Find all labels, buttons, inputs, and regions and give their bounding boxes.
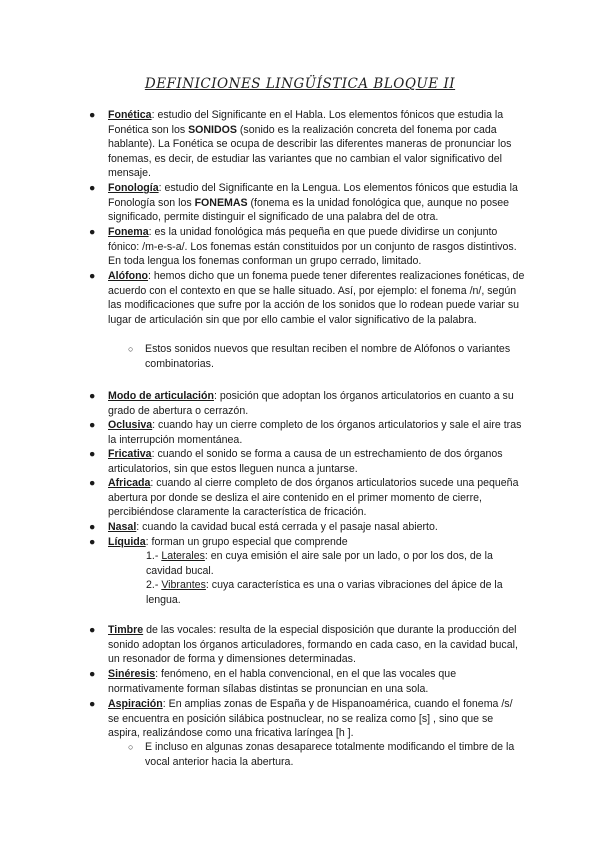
bullet-icon: ● <box>89 270 96 282</box>
list-item-sineresis <box>89 667 526 696</box>
list-item-alofono <box>89 269 526 327</box>
bullet-icon: ● <box>89 624 96 636</box>
definition-text: (sonido es la realización concreta del fonema por cada hablante). La Fonética se ocupa de describir las diferentes maneras de pronunciar los fonemas, es decir, de estudiar las variantes que no cambian el valor significativo del mensaje. <box>108 123 512 180</box>
term-timbre: Timbre <box>108 624 144 636</box>
definition-text: : es la unidad fonológica más pequeña en que puede dividirse un conjunto fónico: /m-e-s-a/. Los fonemas están constituidos por un conjunto de rasgos distintivos. En toda lengua los fonemas conforman un grupo cerrado, limitado. <box>108 226 517 268</box>
page-title: DEFINICIONES LINGÜÍSTICA BLOQUE II <box>144 76 456 92</box>
sub-item-laterales <box>146 549 526 578</box>
sub-item-text: Estos sonidos nuevos que resultan reciben el nombre de Alófonos o variantes combinatorias. <box>145 343 511 370</box>
bullet-icon: ● <box>89 419 96 431</box>
list-item-timbre <box>89 623 526 667</box>
term-nasal: Nasal <box>108 521 137 533</box>
list-item-africada <box>89 476 526 520</box>
sub-item-text: : en cuya emisión el aire sale por un lado, o por los dos, de la cavidad bucal. <box>146 550 493 577</box>
list-item-aspiracion <box>89 697 526 741</box>
definition-text: : cuando al cierre completo de dos órganos articulatorios sucede una pequeña abertura por donde se desliza el aire contenido en el primer momento de cierre, percibiéndose claramente la característica de fricación. <box>108 477 519 519</box>
term-fonetica: Fonética <box>108 109 152 121</box>
term-vibrantes: Vibrantes <box>161 579 206 591</box>
term-fonologia: Fonología <box>108 182 159 194</box>
definition-text: : fenómeno, en el habla convencional, en el que las vocales que normativamente forman sílabas distintas se pronuncian en una sola. <box>108 668 457 695</box>
definition-text: : estudio del Significante en el Habla. Los elementos fónicos que estudia la Fonética son los <box>108 109 504 136</box>
definition-text: (fonema es la unidad fonológica que, aunque no posee significado, permite distinguir el significado de una palabra del de otra. <box>108 196 510 224</box>
list-item-fonema <box>89 225 526 269</box>
bullet-icon: ● <box>89 477 96 489</box>
bullet-icon: ● <box>89 521 96 533</box>
definition-text: : cuando el sonido se forma a causa de un estrechamiento de dos órganos articulatorios, sin que estos lleguen nunca a juntarse. <box>108 448 503 475</box>
bullet-icon: ● <box>89 536 96 548</box>
definition-text: : cuando hay un cierre completo de los órganos articulatorios y sale el aire tras la interrupción momentánea. <box>108 419 522 446</box>
list-item-fricativa <box>89 447 526 476</box>
list-item-fonologia <box>89 181 526 225</box>
definition-text: : forman un grupo especial que comprende <box>145 536 348 548</box>
definition-text: : hemos dicho que un fonema puede tener diferentes realizaciones fonéticas, de acuerdo con el contexto en que se halle situado. Así, por ejemplo: el fonema /n/, según las modificaciones que sufre por la acción de los sonidos que lo rodean puede variar su lugar de articulación sin que por ello cambie el valor significativo de la palabra. <box>108 270 525 326</box>
sub-item-aspiracion <box>128 740 525 769</box>
sub-item-number: 1.- <box>146 550 162 562</box>
definition-text: : cuando la cavidad bucal está cerrada y el pasaje nasal abierto. <box>136 521 438 533</box>
emphasis-text: FONEMAS <box>194 196 248 209</box>
list-item-liquida <box>89 535 526 550</box>
emphasis-text: SONIDOS <box>188 123 237 136</box>
list-item-oclusiva <box>89 418 526 447</box>
sub-bullet-icon: ○ <box>128 742 134 752</box>
term-modo-articulacion: Modo de articulación <box>108 390 214 402</box>
sub-item-text: : cuya característica es una o varias vibraciones del ápice de la lengua. <box>146 579 503 606</box>
sub-item-vibrantes <box>146 578 526 607</box>
sub-item-number: 2.- <box>146 579 162 591</box>
term-aspiracion: Aspiración <box>108 698 163 710</box>
sub-item-text: E incluso en algunas zonas desaparece totalmente modificando el timbre de la vocal anterior hacia la abertura. <box>145 741 515 768</box>
list-item-nasal <box>89 520 526 535</box>
term-oclusiva: Oclusiva <box>108 419 153 431</box>
term-fricativa: Fricativa <box>108 448 152 460</box>
definition-text: de las vocales: resulta de la especial disposición que durante la producción del sonido adoptan los órganos articuladores, formando en cada caso, en la cavidad bucal, un resonador de forma y dimensiones determinadas. <box>108 624 518 666</box>
term-laterales: Laterales <box>161 550 205 562</box>
list-item-modo-articulacion <box>89 389 526 418</box>
term-liquida: Líquida <box>108 536 146 548</box>
sub-item-alofono <box>128 342 525 371</box>
bullet-icon: ● <box>89 390 96 402</box>
bullet-icon: ● <box>89 448 96 460</box>
definition-text: : En amplias zonas de España y de Hispanoamérica, cuando el fonema /s/ se encuentra en posición silábica postnuclear, no se realiza como [s] , sino que se aspira, realizándose como una fricativa laríngea [h ]. <box>108 698 513 740</box>
definition-text: : posición que adoptan los órganos articulatorios en cuanto a su grado de abertura o cerrazón. <box>108 390 514 417</box>
bullet-icon: ● <box>89 668 96 680</box>
term-africada: Africada <box>108 477 151 489</box>
bullet-icon: ● <box>89 109 96 121</box>
bullet-icon: ● <box>89 226 96 238</box>
sub-bullet-icon: ○ <box>128 344 134 354</box>
list-item-fonetica <box>89 108 526 181</box>
term-fonema: Fonema <box>108 226 149 238</box>
bullet-icon: ● <box>89 698 96 710</box>
term-sineresis: Sinéresis <box>108 668 156 680</box>
term-alofono: Alófono <box>108 270 149 282</box>
definition-text: : estudio del Significante en la Lengua. Los elementos fónicos que estudia la Fonología son los <box>108 182 518 209</box>
bullet-icon: ● <box>89 182 96 194</box>
